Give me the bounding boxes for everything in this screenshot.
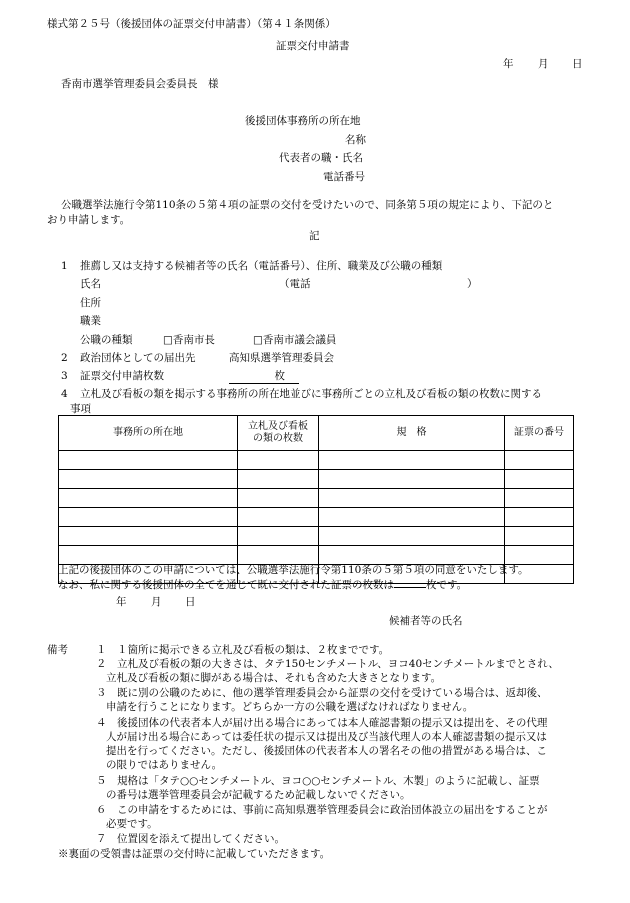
candidate-name-label: 氏名 <box>80 278 101 290</box>
table-cell[interactable] <box>319 546 505 565</box>
ticket-count-field[interactable] <box>229 369 299 384</box>
note-4a: ４ 後援団体の代表者本人が届け出る場合にあっては本人確認書類の提示又は提出を、その代理 <box>96 717 548 729</box>
table-cell[interactable] <box>238 451 319 470</box>
table-cell[interactable] <box>59 489 238 508</box>
note-3b: 申請を行うことになります。どちらか一方の公職を選ばなければなりません。 <box>106 701 474 713</box>
consent-year: 年 <box>116 596 127 608</box>
note-4b: 人が届け出る場合にあっては委任状の提示又は提出及び当該代理人の本人確認書類の提示又は <box>106 731 547 743</box>
footer-note: ※裏面の受領書は証票の交付時に記載していただきます。 <box>58 848 331 860</box>
col-spec: 規 格 <box>319 416 505 451</box>
table-cell[interactable] <box>505 451 574 470</box>
phone-label: 電話番号 <box>323 171 365 183</box>
table-cell[interactable] <box>59 527 238 546</box>
consent-line-2 <box>58 578 467 592</box>
table-cell[interactable] <box>505 527 574 546</box>
table-cell[interactable] <box>505 489 574 508</box>
candidate-signature-label: 候補者等の氏名 <box>389 615 463 627</box>
table-cell[interactable] <box>505 470 574 489</box>
note-2b: 立札及び看板の類に脚がある場合は、それも含めた大きさとなります。 <box>106 672 442 684</box>
intro-line-2: おり申請します。 <box>47 214 131 226</box>
consent-line-2-text: なお、私に関する後援団体の全てを通じて既に交付された証票の枚数は <box>58 579 394 591</box>
item-2-number: 2 <box>61 352 68 364</box>
note-2a: ２ 立札及び看板の類の大きさは、タテ150センチメートル、ヨコ40センチメートルまでとされ、 <box>96 658 559 670</box>
consent-month: 月 <box>151 596 162 608</box>
table-cell[interactable] <box>59 470 238 489</box>
col-office-address: 事務所の所在地 <box>59 416 238 451</box>
note-5b: の番号は選挙管理委員会が記載するため記載しないでください。 <box>106 789 411 801</box>
intro-line-1: 公職選挙法施行令第110条の５第４項の証票の交付を受けたいので、同条第５項の規定により、下記のと <box>61 199 554 211</box>
item-2-value: 高知県選挙管理委員会 <box>229 352 334 364</box>
table-row <box>59 546 574 565</box>
table-cell[interactable] <box>319 527 505 546</box>
form-number: 様式第２５号（後援団体の証票交付申請書）（第４１条関係） <box>47 18 336 30</box>
candidate-job-label: 職業 <box>80 315 101 327</box>
table-cell[interactable] <box>238 527 319 546</box>
addressee: 香南市選挙管理委員会委員長 様 <box>61 78 219 90</box>
table-cell[interactable] <box>238 508 319 527</box>
item-4-number: 4 <box>61 388 68 400</box>
table-row <box>59 489 574 508</box>
table-cell[interactable] <box>319 508 505 527</box>
note-4d: の限りではありません。 <box>106 759 223 771</box>
date-month-label: 月 <box>538 58 549 70</box>
note-3a: ３ 既に別の公職のために、他の選挙管理委員会から証票の交付を受けている場合は、返却後、 <box>96 687 548 699</box>
table-cell[interactable] <box>319 451 505 470</box>
note-6b: 必要です。 <box>106 818 158 830</box>
ticket-count-unit: 枚 <box>274 370 285 382</box>
table-cell[interactable] <box>505 508 574 527</box>
representative-label: 代表者の職・氏名 <box>279 152 363 164</box>
issued-count-field[interactable] <box>394 587 426 588</box>
table-cell[interactable] <box>59 546 238 565</box>
date-year-label: 年 <box>503 58 514 70</box>
table-cell[interactable] <box>238 489 319 508</box>
table-cell[interactable] <box>59 508 238 527</box>
item-3-number: 3 <box>61 370 68 382</box>
office-type-label: 公職の種類 <box>80 334 133 346</box>
item-4-text-1: 立札及び看板の類を掲示する事務所の所在地並びに事務所ごとの立札及び看板の類の枚数に関する <box>80 388 542 400</box>
ki-heading: 記 <box>309 230 320 242</box>
table-cell[interactable] <box>319 489 505 508</box>
org-name-label: 名称 <box>345 134 366 146</box>
consent-line-2-end: 枚です。 <box>426 579 468 591</box>
table-cell[interactable] <box>238 546 319 565</box>
note-6a: ６ この申請をするためには、事前に高知県選挙管理委員会に政治団体設立の届出をすることが <box>96 804 548 816</box>
col-sign-count: 立札及び看板の類の枚数 <box>238 416 319 451</box>
table-header-row <box>59 416 574 451</box>
office-table <box>58 415 574 584</box>
page-title: 証票交付申請書 <box>276 40 350 52</box>
item-3-text: 証票交付申請枚数 <box>80 370 164 382</box>
candidate-address-label: 住所 <box>80 297 101 309</box>
table-cell[interactable] <box>59 451 238 470</box>
table-cell[interactable] <box>319 470 505 489</box>
checkbox-council[interactable]: □香南市議会議員 <box>253 334 337 346</box>
notes-label: 備考 <box>47 644 68 656</box>
table-row <box>59 451 574 470</box>
note-1: １ １箇所に掲示できる立札及び看板の類は、２枚までです。 <box>96 644 390 656</box>
item-1-number: 1 <box>61 260 68 272</box>
date-day-label: 日 <box>572 58 583 70</box>
candidate-phone-open: （電話 <box>279 278 311 290</box>
table-row <box>59 508 574 527</box>
item-1-text: 推薦し又は支持する候補者等の氏名（電話番号）、住所、職業及び公職の種類 <box>80 260 443 272</box>
item-4-text-2: 事項 <box>70 403 91 415</box>
consent-day: 日 <box>185 596 196 608</box>
table-cell[interactable] <box>238 470 319 489</box>
item-2-text: 政治団体としての届出先 <box>80 352 196 364</box>
candidate-phone-close: ） <box>467 278 478 290</box>
note-7: ７ 位置図を添えて提出してください。 <box>96 833 285 845</box>
table-row <box>59 470 574 489</box>
checkbox-mayor[interactable]: □香南市長 <box>163 334 215 346</box>
consent-line-1: 上記の後援団体のこの申請については、公職選挙法施行令第110条の５第５項の同意をいたします。 <box>58 564 529 576</box>
table-cell[interactable] <box>505 546 574 565</box>
note-5a: ５ 規格は「タテ○○センチメートル、ヨコ○○センチメートル、木製」のように記載し、証票 <box>96 775 540 787</box>
note-4c: 提出を行ってください。ただし、後援団体の代表者本人の署名その他の措置がある場合は、こ <box>106 745 547 757</box>
office-address-label: 後援団体事務所の所在地 <box>245 115 361 127</box>
table-row <box>59 527 574 546</box>
col-ticket-number: 証票の番号 <box>505 416 574 451</box>
